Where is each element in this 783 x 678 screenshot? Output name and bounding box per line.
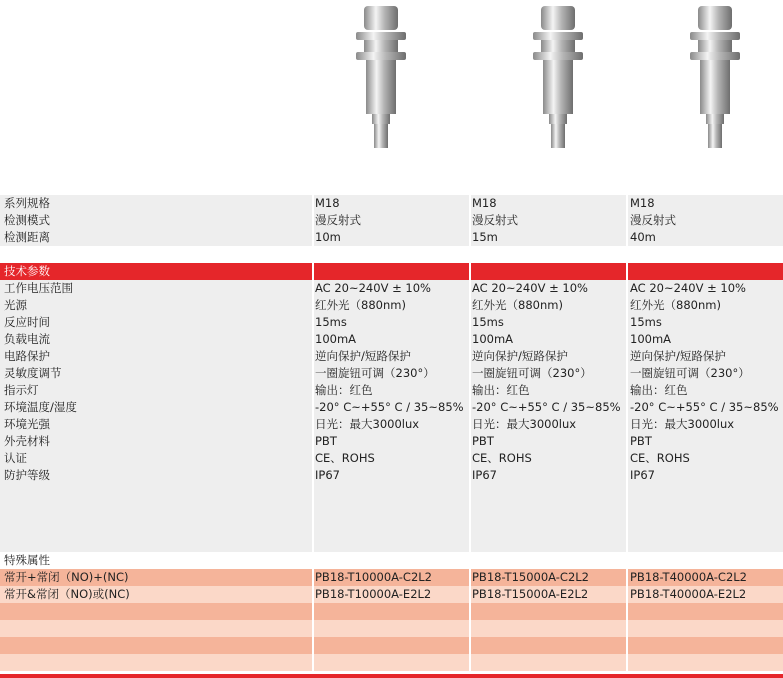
table-row bbox=[0, 229, 783, 246]
cell-value: -20° C~+55° C / 35~85% bbox=[471, 399, 626, 416]
cell-value: PB18-T40000A-E2L2 bbox=[628, 586, 783, 603]
cell-value: 红外光（880nm) bbox=[628, 297, 783, 314]
cell-value: 15m bbox=[471, 229, 626, 246]
cell-value: CE、ROHS bbox=[314, 450, 469, 467]
row-label: 指示灯 bbox=[0, 382, 312, 399]
empty-row bbox=[0, 518, 783, 535]
empty-row bbox=[0, 637, 783, 654]
cell-value: 逆向保护/短路保护 bbox=[628, 348, 783, 365]
row-label: 电路保护 bbox=[0, 348, 312, 365]
table-row bbox=[0, 569, 783, 586]
table-row bbox=[0, 433, 783, 450]
cell-value: 输出：红色 bbox=[628, 382, 783, 399]
cell-value: 逆向保护/短路保护 bbox=[314, 348, 469, 365]
cell-value: -20° C~+55° C / 35~85% bbox=[628, 399, 783, 416]
empty-row bbox=[0, 620, 783, 637]
table-row bbox=[0, 416, 783, 433]
table-row bbox=[0, 399, 783, 416]
cell-value: 15ms bbox=[314, 314, 469, 331]
empty-row bbox=[0, 603, 783, 620]
cell-value: PB18-T10000A-C2L2 bbox=[314, 569, 469, 586]
row-label: 环境温度/湿度 bbox=[0, 399, 312, 416]
section-title: 特殊属性 bbox=[0, 552, 312, 569]
row-label: 反应时间 bbox=[0, 314, 312, 331]
cell-value: 红外光（880nm) bbox=[314, 297, 469, 314]
table-row bbox=[0, 348, 783, 365]
cell-value: 一圈旋钮可调（230°） bbox=[471, 365, 626, 382]
sensor-image-2 bbox=[525, 2, 591, 152]
cell-value: 100mA bbox=[628, 331, 783, 348]
table-row bbox=[0, 382, 783, 399]
table-row bbox=[0, 280, 783, 297]
row-label: 防护等级 bbox=[0, 467, 312, 484]
cell-value: CE、ROHS bbox=[628, 450, 783, 467]
cell-value: PBT bbox=[471, 433, 626, 450]
cell-value: IP67 bbox=[628, 467, 783, 484]
row-label: 检测距离 bbox=[0, 229, 312, 246]
cell-value: PB18-T40000A-C2L2 bbox=[628, 569, 783, 586]
cell-value: 漫反射式 bbox=[471, 212, 626, 229]
cell-value: -20° C~+55° C / 35~85% bbox=[314, 399, 469, 416]
sensor-image-3 bbox=[682, 2, 748, 152]
row-label: 光源 bbox=[0, 297, 312, 314]
section-header-special bbox=[0, 552, 783, 569]
cell-value: 日光：最大3000lux bbox=[628, 416, 783, 433]
cell-value: 红外光（880nm) bbox=[471, 297, 626, 314]
table-row bbox=[0, 467, 783, 484]
cell-value: AC 20~240V ± 10% bbox=[471, 280, 626, 297]
empty-row bbox=[0, 535, 783, 552]
table-row bbox=[0, 314, 783, 331]
cell-value: IP67 bbox=[471, 467, 626, 484]
row-label: 认证 bbox=[0, 450, 312, 467]
row-label: 常开+常闭（NO)+(NC) bbox=[0, 569, 312, 586]
row-label: 检测模式 bbox=[0, 212, 312, 229]
row-label: 外壳材料 bbox=[0, 433, 312, 450]
cell-value: AC 20~240V ± 10% bbox=[314, 280, 469, 297]
cell-value: 15ms bbox=[628, 314, 783, 331]
cell-value: 10m bbox=[314, 229, 469, 246]
cell-value: 输出：红色 bbox=[471, 382, 626, 399]
row-label: 负载电流 bbox=[0, 331, 312, 348]
cell-value: IP67 bbox=[314, 467, 469, 484]
cell-value: M18 bbox=[314, 195, 469, 212]
cell-value: 一圈旋钮可调（230°） bbox=[628, 365, 783, 382]
row-label: 环境光强 bbox=[0, 416, 312, 433]
cell-value: 漫反射式 bbox=[314, 212, 469, 229]
cell-value: 输出：红色 bbox=[314, 382, 469, 399]
cell-value: PB18-T10000A-E2L2 bbox=[314, 586, 469, 603]
table-row bbox=[0, 365, 783, 382]
empty-row bbox=[0, 484, 783, 501]
cell-value: 15ms bbox=[471, 314, 626, 331]
empty-row bbox=[0, 654, 783, 671]
section-title: 技术参数 bbox=[0, 263, 312, 280]
cell-value: CE、ROHS bbox=[471, 450, 626, 467]
cell-value: 100mA bbox=[471, 331, 626, 348]
cell-value: 日光：最大3000lux bbox=[471, 416, 626, 433]
cell-value: 漫反射式 bbox=[628, 212, 783, 229]
cell-value: M18 bbox=[471, 195, 626, 212]
row-label: 工作电压范围 bbox=[0, 280, 312, 297]
cell-value: AC 20~240V ± 10% bbox=[628, 280, 783, 297]
cell-value: PB18-T15000A-C2L2 bbox=[471, 569, 626, 586]
cell-value: 日光：最大3000lux bbox=[314, 416, 469, 433]
cell-value: PBT bbox=[314, 433, 469, 450]
product-images bbox=[0, 0, 783, 195]
row-label: 灵敏度调节 bbox=[0, 365, 312, 382]
cell-value: 40m bbox=[628, 229, 783, 246]
row-label: 系列规格 bbox=[0, 195, 312, 212]
spec-table bbox=[0, 195, 783, 671]
section-header-tech bbox=[0, 263, 783, 280]
table-row bbox=[0, 297, 783, 314]
table-row bbox=[0, 331, 783, 348]
cell-value: PB18-T15000A-E2L2 bbox=[471, 586, 626, 603]
table-row bbox=[0, 195, 783, 212]
cell-value: PBT bbox=[628, 433, 783, 450]
cell-value: 100mA bbox=[314, 331, 469, 348]
cell-value: 逆向保护/短路保护 bbox=[471, 348, 626, 365]
table-row bbox=[0, 586, 783, 603]
sensor-image-1 bbox=[348, 2, 414, 152]
cell-value: 一圈旋钮可调（230°） bbox=[314, 365, 469, 382]
empty-row bbox=[0, 501, 783, 518]
row-label: 常开&常闭（NO)或(NC) bbox=[0, 586, 312, 603]
cell-value: M18 bbox=[628, 195, 783, 212]
table-row bbox=[0, 212, 783, 229]
bottom-accent-bar bbox=[0, 674, 783, 678]
table-row bbox=[0, 450, 783, 467]
spacer-row bbox=[0, 246, 783, 263]
